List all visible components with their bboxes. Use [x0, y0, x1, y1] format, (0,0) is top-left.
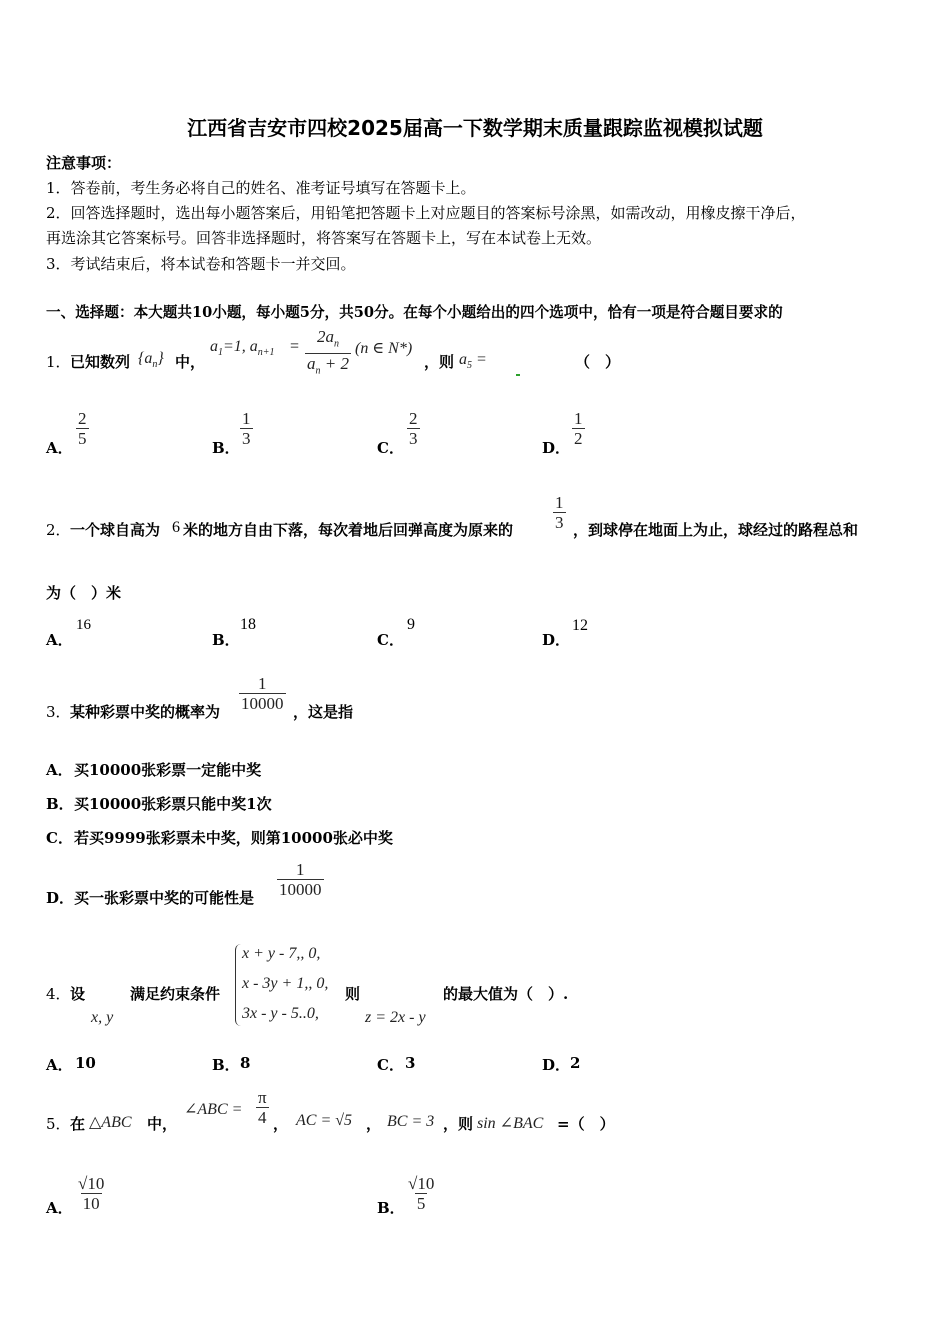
question-number: 1．	[46, 353, 71, 371]
option-label: A．	[46, 1056, 73, 1074]
option-text: 买10000张彩票只能中奖1次	[74, 795, 272, 813]
constraint: 3x - y - 5..0,	[242, 1005, 319, 1022]
constraint: x - 3y + 1,, 0,	[242, 975, 329, 992]
option-label: D．	[542, 631, 571, 649]
option-fraction: $\frac{1}{3}$	[242, 409, 251, 448]
notice-item: 2．回答选择题时，选出每小题答案后，用铅笔把答题卡上对应题目的答案标号涂黑，如需改动，用橡皮擦干净后，	[46, 204, 806, 222]
option-label: A．	[46, 1199, 73, 1217]
option-label: B．	[212, 1056, 240, 1074]
option-fraction: $\frac{√10}{5}$	[408, 1174, 435, 1213]
option-fraction: $\frac{2}{5}$	[78, 409, 87, 448]
side-ac: AC = √5	[296, 1112, 353, 1129]
option-label: B．	[212, 439, 240, 457]
separator: ，	[366, 1115, 382, 1133]
option-fraction: $\frac{1}{10000}$	[279, 860, 322, 899]
question-text: 已知数列	[70, 353, 131, 371]
variables: x, y	[91, 1009, 114, 1026]
question-text: 一个球自高为	[70, 521, 161, 539]
question-text: ，到球停在地面上为止，球经过的路程总和	[573, 521, 859, 539]
sequence-symbol: $\{a_n\}$	[138, 350, 164, 371]
option-value: 16	[76, 617, 91, 633]
side-bc: BC = 3	[387, 1113, 435, 1130]
question-text: 某种彩票中奖的概率为	[70, 703, 221, 721]
option-label: A．	[46, 761, 73, 779]
question-text: 中，	[175, 353, 206, 371]
option-value: 3	[405, 1054, 416, 1072]
question-text: =（ ）	[557, 1115, 615, 1133]
objective-expression: z = 2x - y	[365, 1009, 426, 1026]
option-fraction: $\frac{2}{3}$	[409, 409, 418, 448]
notice-heading: 注意事项：	[46, 154, 122, 172]
option-label: A．	[46, 439, 73, 457]
green-mark	[516, 374, 520, 376]
equals-sign: =	[290, 338, 300, 355]
section-heading: 一、选择题：本大题共10小题，每小题5分，共50分。在每个小题给出的四个选项中，恰有一项是符合题目要求的	[46, 304, 783, 321]
option-value: 8	[240, 1054, 251, 1072]
question-text: ，则	[424, 353, 455, 371]
option-value: 10	[75, 1054, 96, 1072]
initial-condition: $a_1=1$, $a_{n+1}$	[210, 338, 275, 359]
question-text: 的最大值为（ ）.	[443, 985, 569, 1003]
option-fraction: $\frac{1}{2}$	[574, 409, 583, 448]
separator: ，	[273, 1115, 289, 1133]
option-value: 12	[572, 617, 588, 634]
question-number: 5．	[46, 1115, 71, 1133]
angle-fraction: $\frac{\pi}{4}$	[258, 1088, 267, 1127]
option-label: B．	[212, 631, 240, 649]
option-value: 2	[570, 1054, 581, 1072]
target-term: $a_5$ =	[459, 351, 487, 372]
option-text: 买10000张彩票一定能中奖	[74, 761, 262, 779]
option-label: D．	[46, 889, 75, 907]
page-title: 江西省吉安市四校2025届高一下数学期末质量跟踪监视模拟试题	[187, 116, 763, 140]
notice-item: 1．答卷前，考生务必将自己的姓名、准考证号填写在答题卡上。	[46, 179, 476, 197]
option-label: B．	[46, 795, 74, 813]
option-label: C．	[377, 439, 404, 457]
option-label: C．	[46, 829, 73, 847]
option-fraction: $\frac{√10}{10}$	[78, 1174, 105, 1213]
ratio-fraction: $\frac{1}{3}$	[555, 493, 564, 532]
question-text: 满足约束条件	[130, 985, 221, 1003]
option-value: 9	[407, 616, 415, 633]
sine-expression: sin ∠BAC	[477, 1115, 544, 1132]
question-text: 在	[70, 1115, 86, 1133]
notice-item: 再选涂其它答案标号。回答非选择题时，将答案写在答题卡上，写在本试卷上无效。	[46, 229, 602, 247]
option-label: C．	[377, 1056, 404, 1074]
option-label: C．	[377, 631, 404, 649]
fraction-numerator: $2a_n$	[316, 327, 339, 350]
option-label: D．	[542, 1056, 571, 1074]
probability-fraction: $\frac{1}{10000}$	[241, 674, 284, 713]
constraint: x + y - 7,, 0,	[242, 945, 321, 962]
option-label: B．	[377, 1199, 405, 1217]
domain-condition: (n ∈ N*)	[355, 340, 413, 357]
question-text: 则	[345, 985, 361, 1003]
recurrence-fraction	[305, 327, 351, 381]
option-text: 买一张彩票中奖的可能性是	[74, 889, 255, 907]
system-brace	[235, 944, 242, 1026]
option-text: 若买9999张彩票未中奖，则第10000张必中奖	[74, 829, 393, 847]
question-number: 3．	[46, 703, 71, 721]
fraction-denominator: $a_n + 2$	[305, 353, 351, 380]
question-text: ，这是指	[293, 703, 354, 721]
triangle-symbol: △ABC	[89, 1114, 132, 1131]
angle-condition: ∠ABC =	[184, 1101, 243, 1118]
question-text: 中，	[147, 1115, 178, 1133]
answer-paren: （ ）	[575, 353, 621, 371]
option-value: 18	[240, 616, 256, 633]
question-text: 米的地方自由下落，每次着地后回弹高度为原来的	[183, 521, 514, 539]
question-text: 设	[70, 985, 86, 1003]
question-number: 2．	[46, 521, 71, 539]
notice-item: 3．考试结束后，将本试卷和答题卡一并交回。	[46, 255, 356, 273]
question-number: 4．	[46, 985, 71, 1003]
option-label: D．	[542, 439, 571, 457]
height-value: 6	[172, 519, 180, 536]
option-label: A．	[46, 631, 73, 649]
question-text: 为（ ）米	[46, 584, 122, 602]
question-text: ，则	[443, 1115, 474, 1133]
